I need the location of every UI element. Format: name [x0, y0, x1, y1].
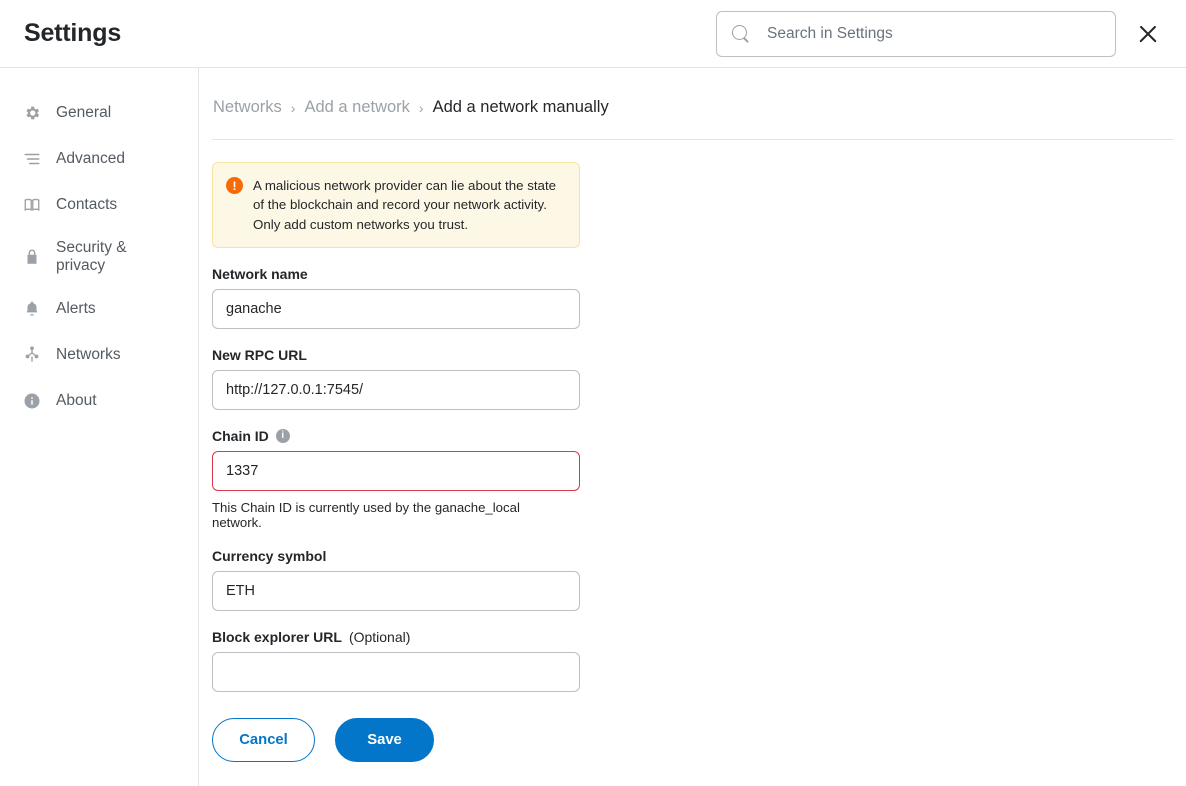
- block-explorer-url-label: [212, 629, 567, 645]
- sidebar-item-label: About: [56, 391, 97, 409]
- add-network-form: [199, 140, 567, 762]
- currency-symbol-input[interactable]: [212, 571, 580, 611]
- save-button[interactable]: Save: [335, 718, 434, 762]
- block-explorer-url-optional-text: (Optional): [348, 628, 411, 645]
- breadcrumb-item-networks[interactable]: Networks: [213, 98, 282, 116]
- info-icon[interactable]: i: [276, 429, 290, 443]
- sidebar-item-general[interactable]: [0, 90, 198, 136]
- rpc-url-label: [212, 347, 567, 363]
- breadcrumb: [199, 68, 1186, 117]
- sidebar: [0, 68, 199, 786]
- network-icon: [22, 345, 42, 365]
- close-icon[interactable]: [1134, 20, 1162, 48]
- address-book-icon: [22, 195, 42, 215]
- settings-header: [0, 0, 1186, 68]
- chain-id-helper-text: This Chain ID is currently used by the ganache_local network.: [212, 499, 520, 530]
- warning-icon: !: [226, 177, 243, 194]
- page-title: Settings: [24, 19, 122, 47]
- chain-id-label: [212, 428, 567, 444]
- warning-text: A malicious network provider can lie about the state of the blockchain and record your network activity. Only add custom networks you trust.: [253, 178, 557, 232]
- search-box[interactable]: [716, 11, 1116, 57]
- rpc-url-input[interactable]: [212, 370, 580, 410]
- sidebar-item-advanced[interactable]: [0, 136, 198, 182]
- sidebar-item-label: Security & privacy: [56, 238, 127, 274]
- sidebar-item-label: General: [56, 103, 112, 121]
- currency-symbol-label: [212, 548, 567, 564]
- network-name-label: [212, 266, 567, 282]
- sidebar-item-about[interactable]: [0, 378, 198, 424]
- sliders-icon: [22, 149, 42, 169]
- sidebar-item-label: Alerts: [56, 299, 96, 317]
- form-actions: [212, 718, 567, 762]
- search-input[interactable]: [765, 24, 1101, 44]
- network-name-label-text: Network name: [212, 265, 308, 282]
- header-actions: [716, 11, 1162, 57]
- sidebar-item-alerts[interactable]: [0, 286, 198, 332]
- sidebar-item-label: Contacts: [56, 195, 118, 213]
- settings-content: [199, 68, 1186, 786]
- sidebar-item-security-privacy[interactable]: [0, 228, 198, 286]
- breadcrumb-separator: ›: [290, 99, 296, 116]
- chain-id-label-text: Chain ID: [212, 427, 269, 444]
- breadcrumb-separator: ›: [418, 99, 424, 116]
- sidebar-item-contacts[interactable]: [0, 182, 198, 228]
- block-explorer-url-input[interactable]: [212, 652, 580, 692]
- cancel-button[interactable]: Cancel: [212, 718, 315, 762]
- block-explorer-url-label-text: Block explorer URL: [212, 628, 342, 645]
- search-icon: [731, 24, 751, 44]
- currency-symbol-label-text: Currency symbol: [212, 547, 327, 564]
- malicious-network-warning: [212, 162, 580, 248]
- network-name-input[interactable]: [212, 289, 580, 329]
- rpc-url-label-text: New RPC URL: [212, 346, 307, 363]
- sidebar-item-label: Networks: [56, 345, 121, 363]
- sidebar-item-label: Advanced: [56, 149, 125, 167]
- breadcrumb-item-current: Add a network manually: [432, 98, 609, 116]
- lock-icon: [22, 247, 42, 267]
- gear-icon: [22, 103, 42, 123]
- breadcrumb-item-add-a-network[interactable]: Add a network: [304, 98, 410, 116]
- sidebar-item-networks[interactable]: [0, 332, 198, 378]
- info-circle-icon: [22, 391, 42, 411]
- settings-body: [0, 68, 1186, 786]
- chain-id-input[interactable]: [212, 451, 580, 491]
- bell-icon: [22, 299, 42, 319]
